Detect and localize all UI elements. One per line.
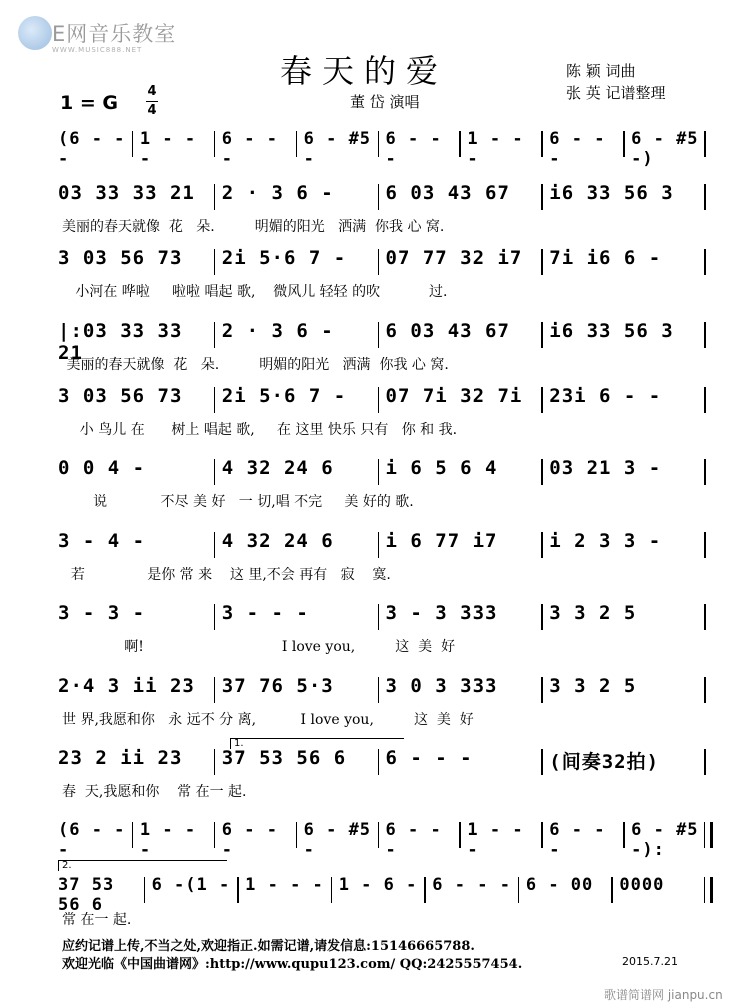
measure-notes: 3 03 56 73 [58, 385, 183, 407]
measure-notes: 3 3 2 5 [549, 675, 637, 697]
meter-bottom: 4 [147, 103, 157, 118]
measure-notes: 6 - - - [221, 820, 278, 860]
bar-line [378, 822, 380, 848]
measure-notes: 6 03 43 67 [385, 320, 510, 342]
bar-line [541, 249, 543, 275]
bar-line [214, 322, 216, 348]
bar-line [132, 822, 134, 848]
measure-notes: 4 32 24 6 [221, 457, 334, 479]
measure-notes: 2i 5·6 7 - [221, 385, 347, 407]
lyric-line: 常 在一 起. [62, 912, 132, 928]
measure-notes: i 6 77 i7 [385, 530, 498, 552]
measure-notes: 1 - - - [467, 129, 524, 169]
date: 2015.7.21 [622, 955, 678, 968]
notation-line [52, 127, 707, 169]
lyric-line: 啊! I love you, 这 美 好 [62, 639, 456, 655]
bar-line [623, 131, 625, 157]
bar-line [331, 877, 333, 903]
volta-first-label: 1. [234, 738, 244, 749]
bar-line [541, 749, 543, 775]
measure-notes: 2 · 3 6 - [221, 320, 334, 342]
arranger-credit: 张 英 记谱整理 [566, 84, 666, 102]
bar-line [704, 387, 706, 413]
composer-credit: 陈 颖 词曲 [566, 62, 636, 80]
measure-notes: 6 - - - [432, 875, 511, 895]
bar-line [704, 459, 706, 485]
measure-notes: i 2 3 3 - [549, 530, 662, 552]
bar-line [214, 822, 216, 848]
measure-notes: 03 21 3 - [549, 457, 662, 479]
measure-notes: 0000 [619, 875, 665, 895]
bar-line [214, 387, 216, 413]
logo-subtext: WWW.MUSIC888.NET [52, 46, 143, 54]
bar-line [296, 131, 298, 157]
measure-notes: 6 - - - [385, 747, 473, 769]
bar-line [459, 131, 461, 157]
bar-line [378, 249, 380, 275]
bar-line [704, 677, 706, 703]
measure-notes: 6 - - - [221, 129, 278, 169]
measure-notes: 6 03 43 67 [385, 182, 510, 204]
measure-notes: 07 7i 32 7i [385, 385, 523, 407]
measure-notes: 3 - 3 - [58, 602, 146, 624]
bar-line [214, 749, 216, 775]
bar-line [611, 877, 613, 903]
measure-notes: 6 -(1 - [151, 875, 231, 895]
bar-line [704, 604, 706, 630]
site-logo [12, 14, 177, 64]
measure-notes: 7i i6 6 - [549, 247, 662, 269]
time-signature [146, 84, 158, 119]
bar-line [378, 131, 380, 157]
lyric-line: 小河在 哗啦 啦啦 唱起 歌, 微风儿 轻轻 的吹 过. [62, 284, 448, 300]
notation-line [52, 745, 707, 779]
measure-notes: 1 - - - [245, 875, 324, 895]
measure-notes: 6 - #5 -) [631, 129, 699, 169]
bar-line [296, 822, 298, 848]
bar-line [378, 749, 380, 775]
song-title: 春天的爱 [280, 52, 449, 90]
bar-line [378, 459, 380, 485]
measure-notes: 3 0 3 333 [385, 675, 498, 697]
bar-line [459, 822, 461, 848]
measure-notes: 3 - 3 333 [385, 602, 498, 624]
measure-notes: 6 - - - [385, 129, 442, 169]
lyric-line: 说 不尽 美 好 一 切,唱 不完 美 好的 歌. [62, 494, 414, 510]
bar-line [541, 459, 543, 485]
measure-notes: 37 53 56 6 [58, 875, 115, 915]
measure-notes: 23i 6 - - [549, 385, 662, 407]
bar-line [214, 459, 216, 485]
bar-line [623, 822, 625, 848]
bar-line [541, 387, 543, 413]
footer-site: 欢迎光临《中国曲谱网》:http://www.qupu123.com/ QQ:2425557454. [62, 957, 523, 972]
meter-top: 4 [147, 84, 157, 99]
end-bar [704, 822, 713, 848]
bar-line [704, 749, 706, 775]
key-signature: 1 = G [60, 92, 118, 114]
measure-notes: |:03 33 33 21 [58, 320, 183, 364]
lyric-line: 春 天,我愿和你 常 在一 起. [62, 784, 247, 800]
notation-line [52, 673, 707, 707]
bar-line [214, 532, 216, 558]
bar-line [541, 131, 543, 157]
bar-line [214, 184, 216, 210]
bar-line [378, 387, 380, 413]
notation-line [52, 455, 707, 489]
singer-credit: 董 岱 演唱 [350, 93, 420, 111]
notation-line [52, 818, 707, 860]
bar-line [214, 249, 216, 275]
bar-line [541, 532, 543, 558]
bar-line [378, 677, 380, 703]
lyric-line: 小 鸟儿 在 树上 唱起 歌, 在 这里 快乐 只有 你 和 我. [62, 422, 458, 438]
bar-line [704, 184, 706, 210]
bar-line [424, 877, 426, 903]
bar-line [704, 322, 706, 348]
notation-line [52, 180, 707, 214]
notation-line [52, 600, 707, 634]
measure-notes: 2i 5·6 7 - [221, 247, 347, 269]
lyric-line: 美丽的春天就像 花 朵. 明媚的阳光 洒满 你我 心 窝. [62, 357, 449, 373]
notation-line [52, 383, 707, 417]
measure-notes: i6 33 56 3 [549, 320, 674, 342]
volta-second-label: 2. [62, 860, 72, 871]
measure-notes: 0 0 4 - [58, 457, 146, 479]
volta-first [230, 738, 404, 749]
measure-notes: (间奏32拍) [549, 751, 660, 773]
watermark: 歌谱简谱网 jianpu.cn [604, 988, 723, 1002]
measure-notes: 6 - - - [385, 820, 442, 860]
bar-line [378, 184, 380, 210]
measure-notes: 1 - - - [139, 820, 197, 860]
bar-line [704, 532, 706, 558]
measure-notes: 3 - - - [221, 602, 309, 624]
measure-notes: 2·4 3 ii 23 [58, 675, 195, 697]
bar-line [237, 877, 239, 903]
measure-notes: 6 - #5 - [303, 129, 372, 169]
bar-line [541, 604, 543, 630]
logo-icon [18, 16, 52, 50]
bar-line [214, 604, 216, 630]
measure-notes: 37 53 56 6 [221, 747, 347, 769]
measure-notes: i 6 5 6 4 [385, 457, 498, 479]
logo-text: E网音乐教室 [52, 22, 177, 46]
end-bar [704, 877, 713, 903]
notation-line [52, 873, 707, 915]
measure-notes: 6 - #5 - [303, 820, 372, 860]
measure-notes: 2 · 3 6 - [221, 182, 334, 204]
bar-line [541, 677, 543, 703]
lyric-line: 若 是你 常 来 这 里,不会 再有 寂 寞. [62, 567, 391, 583]
measure-notes: i6 33 56 3 [549, 182, 674, 204]
measure-notes: 6 - #5 -): [631, 820, 699, 860]
bar-line [144, 877, 146, 903]
measure-notes: 6 - - - [549, 820, 606, 860]
volta-second [58, 860, 227, 871]
footer-note: 应约记谱上传,不当之处,欢迎指正.如需记谱,请发信息:15146665788. [62, 939, 475, 954]
lyric-line: 美丽的春天就像 花 朵. 明媚的阳光 洒满 你我 心 窝. [62, 219, 445, 235]
measure-notes: 1 - - - [139, 129, 197, 169]
measure-notes: 3 03 56 73 [58, 247, 183, 269]
bar-line [541, 322, 543, 348]
measure-notes: 1 - - - [467, 820, 524, 860]
measure-notes: 23 2 ii 23 [58, 747, 183, 769]
bar-line [132, 131, 134, 157]
bar-line [541, 822, 543, 848]
bar-line [378, 322, 380, 348]
measure-notes: 03 33 33 21 [58, 182, 195, 204]
bar-line [214, 677, 216, 703]
bar-line [704, 131, 706, 157]
notation-line [52, 245, 707, 279]
measure-notes: (6 - - - [58, 129, 126, 169]
measure-notes: 3 3 2 5 [549, 602, 637, 624]
measure-notes: 37 76 5·3 [221, 675, 334, 697]
bar-line [541, 184, 543, 210]
measure-notes: 3 - 4 - [58, 530, 146, 552]
measure-notes: 6 - 00 [525, 875, 594, 895]
measure-notes: 07 77 32 i7 [385, 247, 523, 269]
bar-line [518, 877, 520, 903]
measure-notes: 1 - 6 - [338, 875, 418, 895]
notation-line [52, 528, 707, 562]
notation-line [52, 318, 707, 364]
measure-notes: 4 32 24 6 [221, 530, 334, 552]
bar-line [378, 604, 380, 630]
bar-line [704, 249, 706, 275]
measure-notes: 6 - - - [549, 129, 606, 169]
lyric-line: 世 界,我愿和你 永 远不 分 离, I love you, 这 美 好 [62, 712, 474, 728]
measure-notes: (6 - - - [58, 820, 126, 860]
bar-line [214, 131, 216, 157]
bar-line [378, 532, 380, 558]
